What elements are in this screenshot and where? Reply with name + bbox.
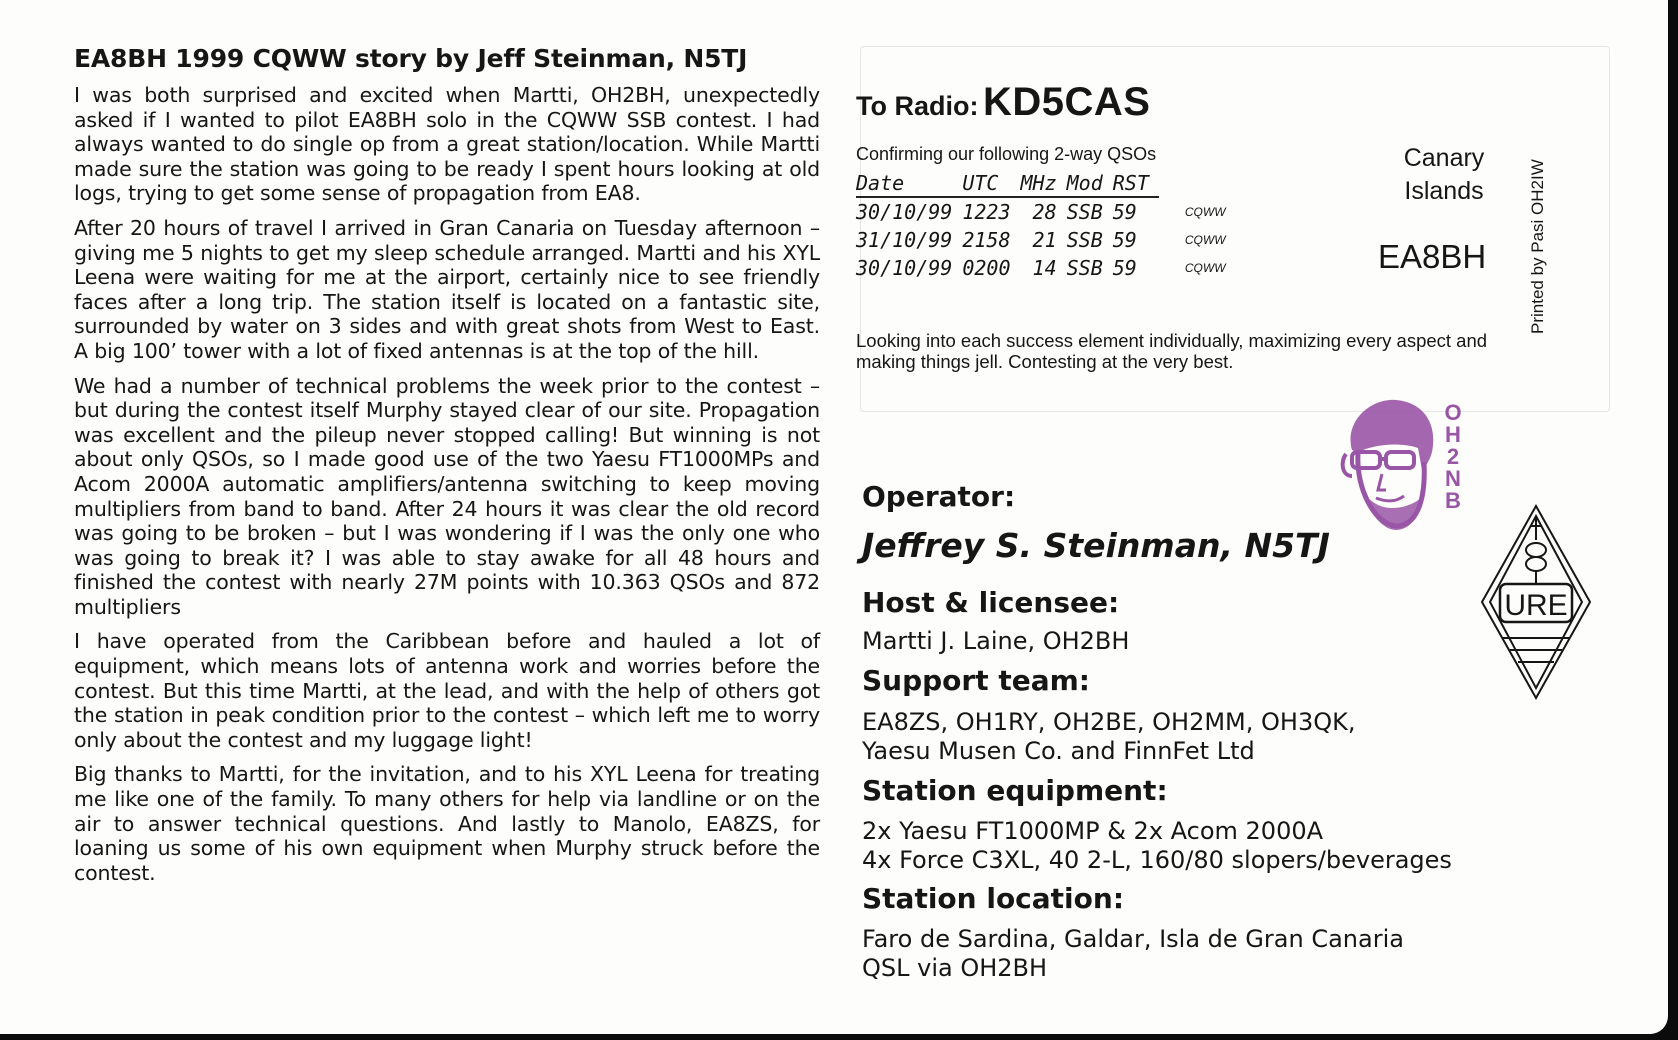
col-date: Date [856, 170, 962, 197]
qso-mhz: 21 [1032, 228, 1057, 252]
table-row [856, 197, 1236, 226]
equipment-line: 2x Yaesu FT1000MP & 2x Acom 2000A [862, 817, 1324, 845]
col-mhz: MHz [1021, 170, 1067, 197]
stamp-letters [1440, 402, 1466, 512]
qso-contest: CQWW [1184, 205, 1226, 219]
stamp-letter: N [1445, 466, 1461, 491]
printed-by-credit: Printed by Pasi OH2IW [1528, 159, 1547, 335]
to-radio [856, 80, 1150, 125]
qso-rst: 59 [1112, 228, 1137, 252]
qso-mhz: 28 [1032, 200, 1057, 224]
qso-date: 30/10/99 [856, 200, 953, 224]
location-line: Canary [1403, 144, 1485, 172]
qso-utc: 2158 [962, 228, 1011, 252]
story-paragraph: I was both surprised and excited when Martti, OH2BH, unexpectedly asked if I wanted to pilot EA8BH solo in the CQWW SSB contest. I had always wanted to do single op from a great station/location. While Martti made sure the station was going to be ready I spent hours looking at old logs, trying to get some sense of propagation from EA8. [74, 83, 820, 206]
slogan: Looking into each success element individually, maximizing every aspect and making things jell. Contesting at the very best. [856, 330, 1488, 372]
confirming-line: Confirming our following 2-way QSOs [856, 144, 1157, 164]
stamp-letter: H [1445, 422, 1461, 447]
qso-date: 31/10/99 [856, 228, 953, 252]
location-line: Islands [1404, 177, 1484, 205]
col-contest [1159, 170, 1236, 197]
qso-utc: 1223 [962, 200, 1011, 224]
equipment-line: 4x Force C3XL, 40 2-L, 160/80 slopers/beverages [862, 846, 1452, 874]
equipment-heading: Station equipment: [862, 774, 1168, 807]
qso-mod: SSB [1066, 200, 1103, 224]
qso-rst: 59 [1112, 256, 1137, 280]
station-callsign: EA8BH [1378, 238, 1487, 275]
qso-table-header [856, 170, 1236, 197]
qso-date: 30/10/99 [856, 256, 953, 280]
story-paragraph: Big thanks to Martti, for the invitation, and to his XYL Leena for treating me like one of the family. To many others for help via landline or on the air to answer technical questions. And lastly to Manolo, EA8ZS, for loaning us some of his own equipment when Murphy struck before the contest. [74, 762, 820, 885]
qso-table [856, 170, 1236, 282]
host-heading: Host & licensee: [862, 586, 1120, 619]
table-row [856, 254, 1236, 282]
portrait-stamp-icon [1330, 392, 1442, 540]
qso-rst: 59 [1112, 200, 1137, 224]
stamp-letter: 2 [1446, 444, 1460, 469]
ure-logo-icon [1480, 504, 1592, 700]
story-title: EA8BH 1999 CQWW story by Jeff Steinman, N5TJ [74, 44, 748, 73]
story-column [74, 44, 820, 895]
support-heading: Support team: [862, 664, 1091, 697]
col-mod: Mod [1067, 170, 1113, 197]
qso-mod: SSB [1066, 256, 1103, 280]
story-paragraph: After 20 hours of travel I arrived in Gran Canaria on Tuesday afternoon – giving me 5 nights to get my sleep schedule arranged. Martti and his XYL Leena were waiting for me at the airport, certainly nice to see friendly faces after a long trip. The station itself is located on a fantastic site, surrounded by water on 3 sides and with great shots from West to East. A big 100’ tower with a lot of fixed antennas is at the top of the hill. [74, 215, 820, 363]
ure-logo-text: URE [1504, 589, 1568, 622]
qso-contest: CQWW [1184, 261, 1226, 275]
location-line: Faro de Sardina, Galdar, Isla de Gran Canaria [862, 925, 1404, 953]
story-paragraph: We had a number of technical problems the week prior to the contest – but during the contest itself Murphy stayed clear of our site. Propagation was excellent and the pileup never stopped calling! But winning is not about only QSOs, so I made good use of the two Yaesu FT1000MPs and Acom 2000A automatic amplifiers/antenna switching to keep moving multipliers from band to band. After 24 hours it was clear the old record was going to be broken – but I was wondering if I was the only one who was going to break it? I was able to stay awake for all 48 hours and finished the contest with nearly 27M points with 10.363 QSOs and 872 multipliers [74, 373, 820, 619]
support-line: Yaesu Musen Co. and FinnFet Ltd [862, 737, 1255, 765]
to-radio-callsign: KD5CAS [982, 80, 1151, 124]
col-utc: UTC [962, 170, 1020, 197]
location-heading: Station location: [862, 882, 1125, 915]
qso-utc: 0200 [962, 256, 1011, 280]
location-line: QSL via OH2BH [862, 954, 1048, 982]
host-name: Martti J. Laine, OH2BH [862, 627, 1130, 655]
table-row [856, 226, 1236, 254]
to-radio-label: To Radio: [856, 91, 979, 121]
operator-name: Jeffrey S. Steinman, N5TJ [862, 526, 1330, 565]
qso-mhz: 14 [1032, 256, 1057, 280]
stamp-letter: O [1444, 400, 1462, 425]
stamp-letter: B [1445, 488, 1461, 513]
qso-mod: SSB [1066, 228, 1103, 252]
col-rst: RST [1113, 170, 1159, 197]
qso-contest: CQWW [1184, 233, 1226, 247]
operator-heading: Operator: [862, 480, 1016, 513]
location-label [1388, 142, 1500, 208]
story-paragraph: I have operated from the Caribbean before and hauled a lot of equipment, which means lots of antenna work and worries before the contest. But this time Martti, at the lead, and with the help of others got the station in peak condition prior to the contest – which left me to worry only about the contest and my luggage light! [74, 629, 820, 752]
support-line: EA8ZS, OH1RY, OH2BE, OH2MM, OH3QK, [862, 708, 1356, 736]
